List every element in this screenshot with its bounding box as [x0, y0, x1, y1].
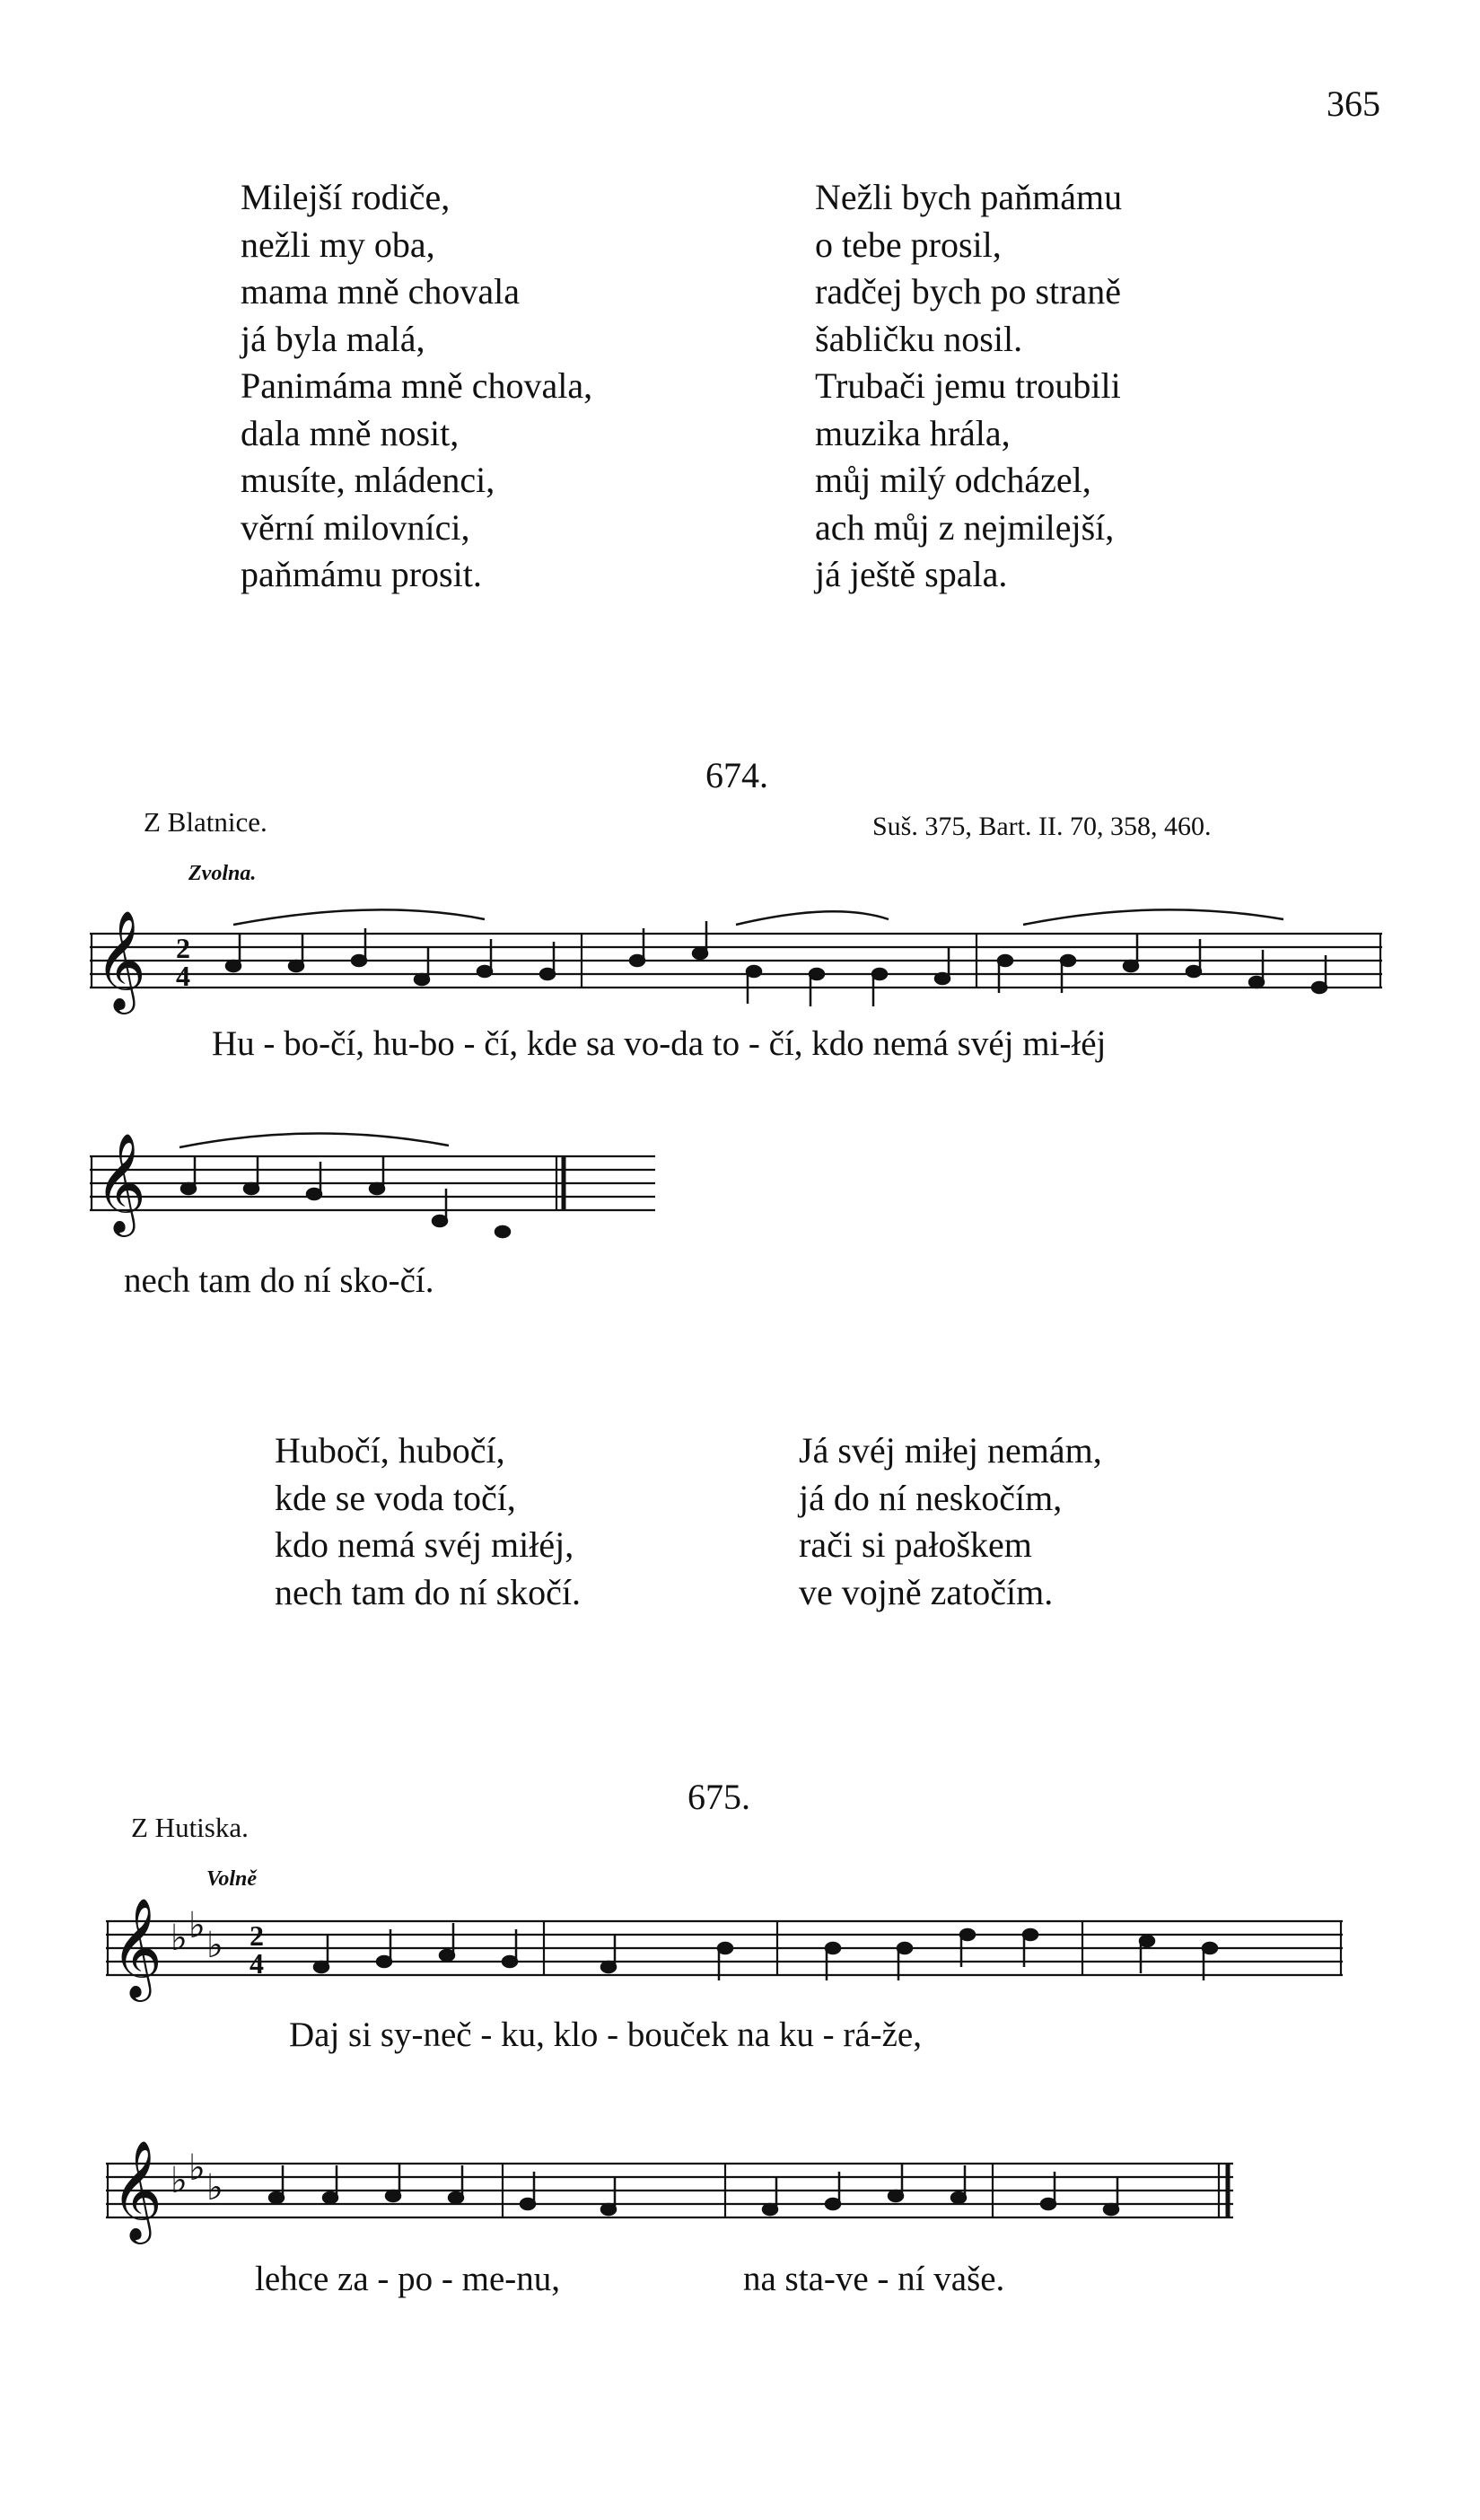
verse-line: o tebe prosil, — [815, 224, 1002, 265]
note-head — [370, 1183, 384, 1194]
slur — [233, 909, 485, 925]
song-675-staff-1 — [106, 1894, 1344, 2002]
note-head — [352, 955, 366, 966]
note-head — [1124, 961, 1138, 971]
flat-icon: ♭ — [188, 2147, 206, 2189]
time-signature — [250, 1919, 264, 1980]
treble-clef-icon: 𝄞 — [111, 2139, 162, 2240]
note-head — [951, 2192, 966, 2203]
time-sig-bottom: 4 — [250, 1947, 264, 1980]
verse-line: muzika hrála, — [815, 412, 1011, 453]
verse-line: Panimáma mně chovala, — [241, 365, 593, 406]
note-head — [960, 1929, 975, 1940]
time-sig-bottom: 4 — [176, 960, 190, 992]
verse-line: ach můj z nejmilejší, — [815, 506, 1115, 548]
slur — [180, 1133, 449, 1147]
verse-line: Hubočí, hubočí, — [275, 1430, 505, 1471]
flat-icon: ♭ — [206, 1925, 223, 1966]
note-head — [998, 955, 1012, 966]
verse-line: mama mně chovala — [241, 271, 520, 312]
flat-icon: ♭ — [171, 1918, 188, 1959]
note-head — [1187, 966, 1201, 977]
key-signature-flats — [171, 2147, 223, 2208]
verse-line: kde se voda točí, — [275, 1477, 516, 1518]
note-head — [898, 1943, 912, 1954]
song-674-verse-right — [799, 1427, 1102, 1616]
time-signature — [176, 932, 190, 992]
verse-line: rači si pałoškem — [799, 1524, 1032, 1565]
note-head — [386, 2191, 400, 2201]
verse-line: Já svéj miłej nemám, — [799, 1430, 1102, 1471]
flat-icon: ♭ — [171, 2160, 188, 2201]
song-674-staff-1 — [90, 907, 1382, 1014]
note-head — [889, 2191, 903, 2201]
note-head — [226, 961, 241, 971]
song-675-staff-2 — [106, 2137, 1237, 2244]
note-head — [1023, 1929, 1038, 1940]
note-head — [540, 969, 555, 979]
note-head — [433, 1216, 447, 1226]
note-head — [521, 2199, 535, 2209]
verse-line: dala mně nosit, — [241, 412, 460, 453]
note-head — [601, 2204, 616, 2215]
note-head — [323, 2192, 337, 2203]
note-head — [601, 1962, 616, 1972]
treble-clef-icon: 𝄞 — [95, 909, 146, 1010]
verse-line: já ještě spala. — [815, 554, 1008, 594]
song-674-lyrics-line-1: Hu - bo-čí, hu-bo - čí, kde sa vo-da to - čí, kdo nemá svéj mi-łéj — [212, 1024, 1107, 1063]
verse-line: musíte, mládenci, — [241, 460, 495, 500]
treble-clef-icon: 𝄞 — [95, 1132, 146, 1233]
note-head — [693, 948, 707, 959]
note-head — [1041, 2199, 1055, 2209]
note-head — [1203, 1943, 1217, 1954]
note-head — [449, 2192, 463, 2203]
song-675-tempo: Volně — [206, 1867, 258, 1891]
note-head — [1104, 2204, 1118, 2215]
verse-line: Milejší rodiče, — [241, 177, 451, 217]
verse-line: Trubači jemu troubili — [815, 365, 1121, 406]
slur — [736, 911, 889, 925]
verse-line: já byla malá, — [241, 318, 425, 359]
note-head — [1061, 955, 1075, 966]
verse-line: paňmámu prosit. — [241, 554, 482, 594]
song-674-tempo: Zvolna. — [188, 862, 257, 885]
verse-line: ve vojně zatočím. — [799, 1571, 1054, 1612]
top-verse-left — [241, 174, 592, 599]
note-head — [763, 2204, 777, 2215]
song-675-lyrics-line-2b: na sta-ve - ní vaše. — [743, 2260, 1005, 2298]
verse-line: já do ní neskočím, — [799, 1477, 1063, 1518]
treble-clef-icon: 𝄞 — [111, 1897, 162, 1998]
flat-icon: ♭ — [188, 1905, 206, 1946]
note-head — [935, 973, 950, 984]
song-675-lyrics-line-2a: lehce za - po - me-nu, — [255, 2260, 560, 2298]
note-head — [630, 955, 644, 966]
note-head — [718, 1943, 732, 1954]
note-head — [415, 974, 429, 985]
note-head — [244, 1183, 258, 1194]
song-674-number: 674. — [705, 755, 768, 795]
song-674-origin: Z Blatnice. — [144, 806, 267, 838]
note-head — [181, 1183, 196, 1194]
song-674-lyrics-line-2: nech tam do ní sko-čí. — [124, 1261, 434, 1300]
note-head — [1312, 982, 1327, 993]
song-675-number: 675. — [687, 1777, 750, 1817]
verse-line: věrní milovníci, — [241, 506, 470, 548]
note-head — [872, 969, 887, 979]
note-head — [810, 969, 824, 979]
note-head — [477, 966, 492, 977]
verse-line: Nežli bych paňmámu — [815, 177, 1123, 217]
page-number: 365 — [1327, 83, 1380, 124]
note-head — [269, 2192, 284, 2203]
note-head — [440, 1950, 454, 1961]
song-674-staff-2 — [90, 1120, 664, 1237]
note-head — [377, 1956, 391, 1967]
song-675-lyrics-line-1: Daj si sy-neč - ku, klo - bouček na ku - rá-že, — [289, 2015, 922, 2054]
verse-line: kdo nemá svéj miłéj, — [275, 1524, 574, 1565]
note-head — [314, 1962, 328, 1972]
note-head — [747, 966, 761, 977]
song-674-reference: Suš. 375, Bart. II. 70, 358, 460. — [872, 812, 1212, 841]
note-head — [503, 1956, 517, 1967]
verse-line: radčej bych po straně — [815, 271, 1121, 312]
slur — [1023, 909, 1283, 925]
note-head — [826, 1943, 840, 1954]
note-head — [307, 1189, 321, 1199]
note-head — [289, 961, 303, 971]
verse-line: nech tam do ní skočí. — [275, 1571, 582, 1612]
note-head — [495, 1226, 510, 1237]
song-675-origin: Z Hutiska. — [131, 1812, 249, 1843]
verse-line: nežli my oba, — [241, 224, 435, 265]
key-signature-flats — [171, 1905, 223, 1966]
top-verse-right — [815, 174, 1122, 599]
note-head — [1249, 977, 1264, 988]
verse-line: můj milý odcházel, — [815, 460, 1091, 500]
verse-line: šabličku nosil. — [815, 318, 1023, 359]
song-674-verse-left — [275, 1427, 581, 1616]
note-head — [826, 2199, 840, 2209]
time-sig-top: 2 — [250, 1919, 264, 1952]
flat-icon: ♭ — [206, 2167, 223, 2208]
note-head — [1140, 1936, 1154, 1946]
time-sig-top: 2 — [176, 932, 190, 964]
